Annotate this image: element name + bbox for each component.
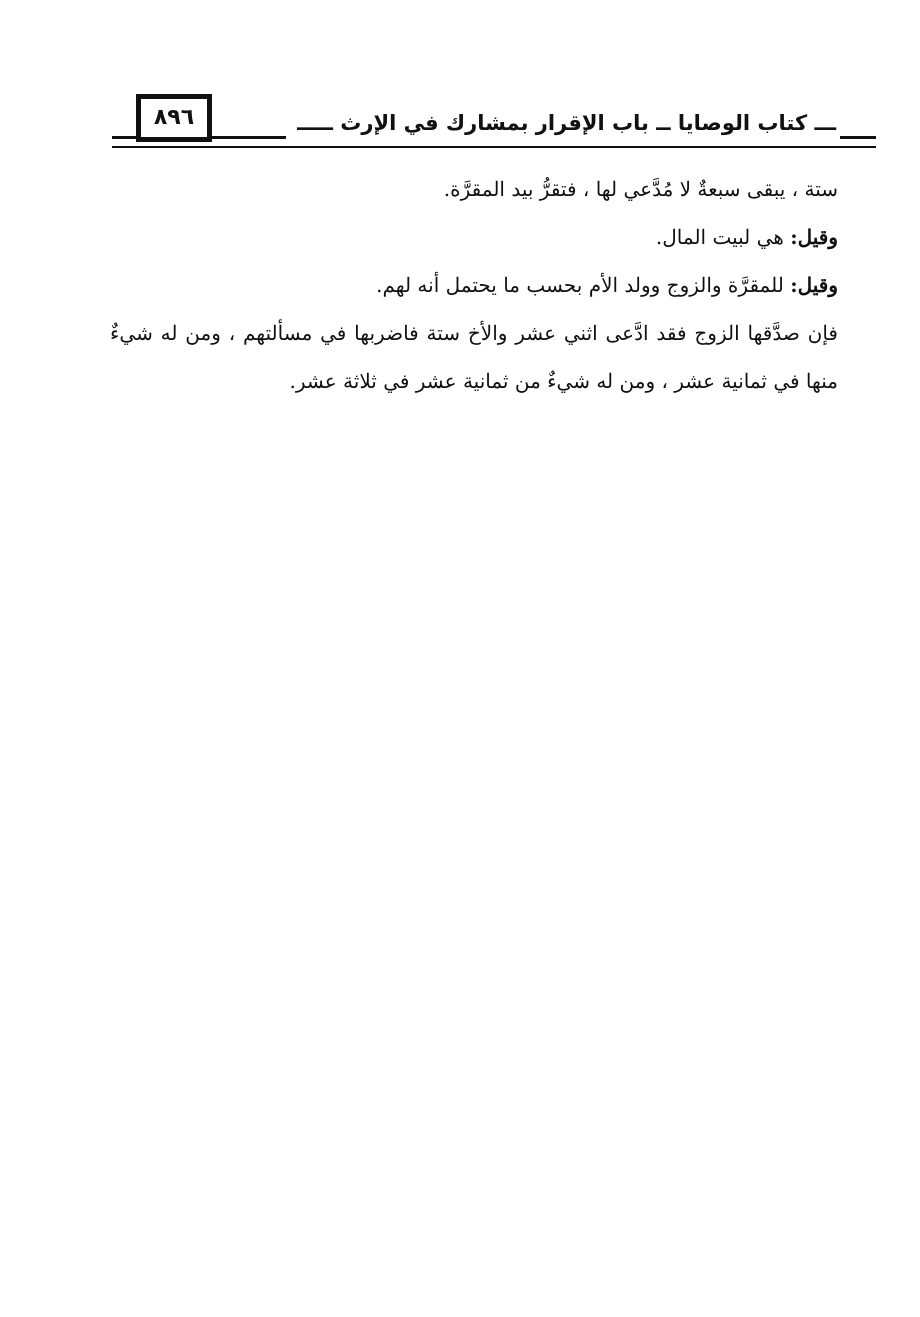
page-number-box <box>136 94 212 142</box>
header-rule-right <box>840 136 876 139</box>
paragraph-opinion-1 <box>110 213 838 261</box>
page-number: ٨٩٦ <box>153 105 195 130</box>
opinion-text: للمقرَّة والزوج وولد الأم بحسب ما يحتمل أنه لهم. <box>376 273 791 297</box>
paragraph-calculation: فإن صدَّقها الزوج فقد ادَّعى اثني عشر والأخ ستة فاضربها في مسألتهم ، ومن له شيءٌ منها في ثمانية عشر ، ومن له شيءٌ من ثمانية عشر في ثلاثة عشر. <box>110 321 838 393</box>
header-rule-left <box>112 136 136 139</box>
paragraph-opinion-2 <box>110 261 838 309</box>
opinion-text: هي لبيت المال. <box>655 225 791 249</box>
body-text <box>110 165 838 405</box>
opinion-lead: وقيل: <box>790 273 838 297</box>
header-rule-middle <box>212 136 286 139</box>
running-header: ـــ كتاب الوصايا ــ باب الإقرار بمشارك في الإرث ـــــ <box>297 111 836 135</box>
paragraph-continuation: ستة ، يبقى سبعةٌ لا مُدَّعي لها ، فتقرُّ بيد المقرَّة. <box>443 177 838 201</box>
header-rule-bottom <box>112 146 876 148</box>
opinion-lead: وقيل: <box>790 225 838 249</box>
